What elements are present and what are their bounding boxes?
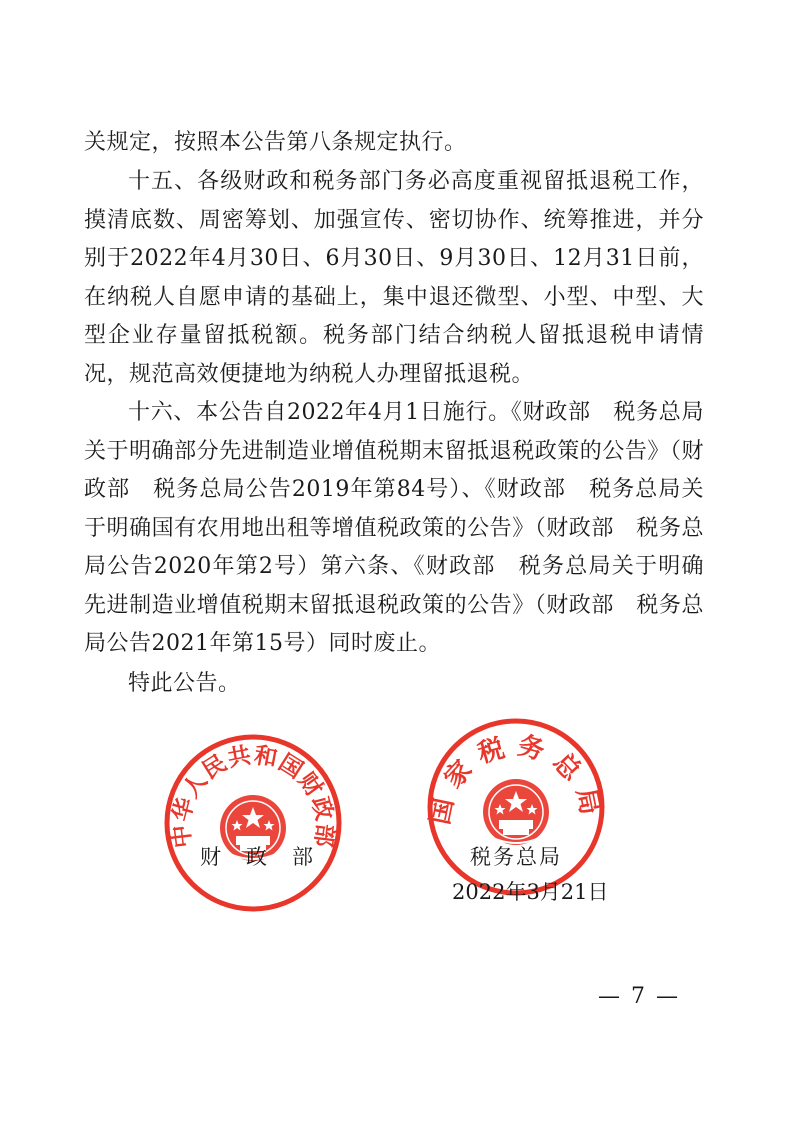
ministry-of-finance-seal <box>162 732 344 914</box>
closing-statement: 特此公告。 <box>128 671 241 696</box>
page-number: — 7 — <box>598 984 680 1009</box>
signature-ministry-of-finance: 财 政 部 <box>200 845 315 869</box>
paragraph-continuation: 关规定，按照本公告第八条规定执行。 <box>84 130 467 155</box>
paragraph-sixteen: 十六、本公告自2022年4月1日施行。《财政部 税务总局关于明确部分先进制造业增值税期末留抵退税政策的公告》（财政部 税务总局公告2019年第84号）、《财政部 税务总局关于明确国有农用地出租等增值税政策的公告》（财政部 税务总局公告2020年第2号）第六条、《财政部 税务总局关于明确先进制造业增值税期末留抵退税政策的公告》（财政部 税务总局公告2021年第15号）同时废止。 <box>84 400 704 656</box>
signature-date: 2022年3月21日 <box>452 880 609 904</box>
svg-text:国家税务总局: 国家税务总局 <box>425 730 607 828</box>
svg-text:中华人民共和国财政部: 中华人民共和国财政部 <box>168 742 338 850</box>
signature-state-taxation-administration: 税务总局 <box>470 845 562 869</box>
paragraph-fifteen: 十五、各级财政和税务部门务必高度重视留抵退税工作，摸清底数、周密筹划、加强宣传、密切协作、统筹推进，并分别于2022年4月30日、6月30日、9月30日、12月31日前，在纳税人自愿申请的基础上，集中退还微型、小型、中型、大型企业存量留抵税额。税务部门结合纳税人留抵退税申请情况，规范高效便捷地为纳税人办理留抵退税。 <box>84 169 704 387</box>
